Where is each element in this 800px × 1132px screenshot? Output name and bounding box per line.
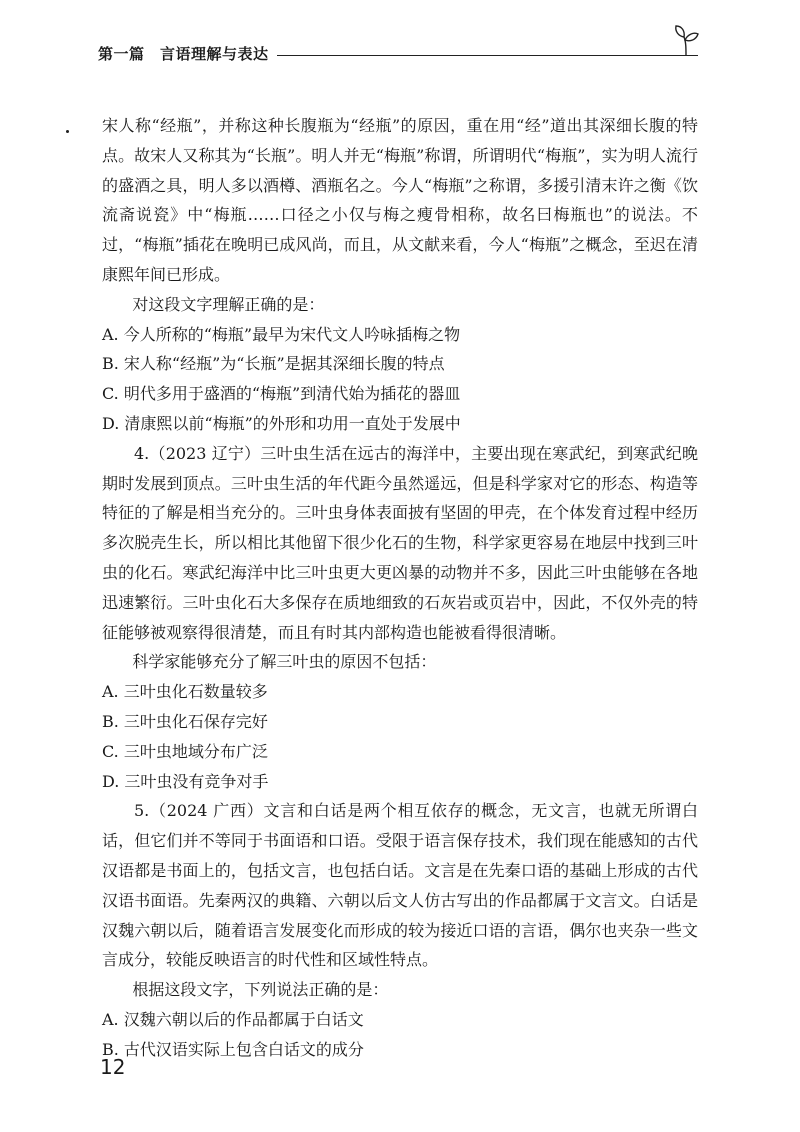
section-title: 第一篇 言语理解与表达 [98,44,269,63]
passage-1-option-c: C. 明代多用于盛酒的“梅瓶”到清代始为插花的器皿 [102,384,461,404]
question-4-option-a: A. 三叶虫化石数量较多 [102,682,268,702]
passage-1-question: 对这段文字理解正确的是： [132,294,325,314]
passage-1-option-d: D. 清康熙以前“梅瓶”的外形和功用一直处于发展中 [102,413,461,433]
question-5-option-b: B. 古代汉语实际上包含白话文的成分 [102,1039,364,1059]
question-4-option-c: C. 三叶虫地域分布广泛 [102,741,268,761]
question-4-option-b: B. 三叶虫化石保存完好 [102,711,268,731]
question-4-text: 4.（2023 辽宁）三叶虫生活在远古的海洋中，主要出现在寒武纪，到寒武纪晚期时发展到顶点。三叶虫生活的年代距今虽然遥远，但是科学家对它的形态、构造等特征的了解是相当充分的。三叶虫身体表面披有坚固的甲壳，在个体发育过程中经历多次脱壳生长，所以相比其他留下很少化石的生物，科学家更容易在地层中找到三叶虫的化石。寒武纪海洋中比三叶虫更大更凶暴的动物并不多，因此三叶虫能够在各地迅速繁衍。三叶虫化石大多保存在质地细致的石灰岩或页岩中，因此，不仅外壳的特征能够被观察得很清楚，而且有时其内部构造也能被看得很清晰。 [102,443,698,642]
sprout-icon [672,22,700,58]
question-5-question: 根据这段文字，下列说法正确的是： [132,980,389,1000]
page-header [98,38,698,68]
page-number: 12 [100,1055,126,1079]
page-content [102,111,698,1065]
question-5-option-a: A. 汉魏六朝以后的作品都属于白话文 [102,1009,364,1029]
margin-dot [66,130,69,133]
question-4-option-d: D. 三叶虫没有竞争对手 [102,771,269,791]
question-4-question: 科学家能够充分了解三叶虫的原因不包括： [132,652,437,672]
passage-1-option-a: A. 今人所称的“梅瓶”最早为宋代文人吟咏插梅之物 [102,324,461,344]
passage-1-option-b: B. 宋人称“经瓶”为“长瓶”是据其深细长腹的特点 [102,354,445,374]
passage-1-text: 宋人称“经瓶”，并称这种长腹瓶为“经瓶”的原因，重在用“经”道出其深细长腹的特点。故宋人又称其为“长瓶”。明人并无“梅瓶”称谓，所谓明代“梅瓶”，实为明人流行的盛酒之具，明人多以酒樽、酒瓶名之。今人“梅瓶”之称谓，多援引清末许之衡《饮流斋说瓷》中“梅瓶……口径之小仅与梅之瘦骨相称，故名曰梅瓶也”的说法。不过，“梅瓶”插花在晚明已成风尚，而且，从文献来看，今人“梅瓶”之概念，至迟在清康熙年间已形成。 [102,116,698,284]
header-rule [277,55,698,56]
question-5-text: 5.（2024 广西）文言和白话是两个相互依存的概念，无文言，也就无所谓白话，但它们并不等同于书面语和口语。受限于语言保存技术，我们现在能感知的古代汉语都是书面上的，包括文言，也包括白话。文言是在先秦口语的基础上形成的古代汉语书面语。先秦两汉的典籍、六朝以后文人仿古写出的作品都属于文言文。白话是汉魏六朝以后，随着语言发展变化而形成的较为接近口语的言语，偶尔也夹杂一些文言成分，较能反映语言的时代性和区域性特点。 [102,801,698,970]
